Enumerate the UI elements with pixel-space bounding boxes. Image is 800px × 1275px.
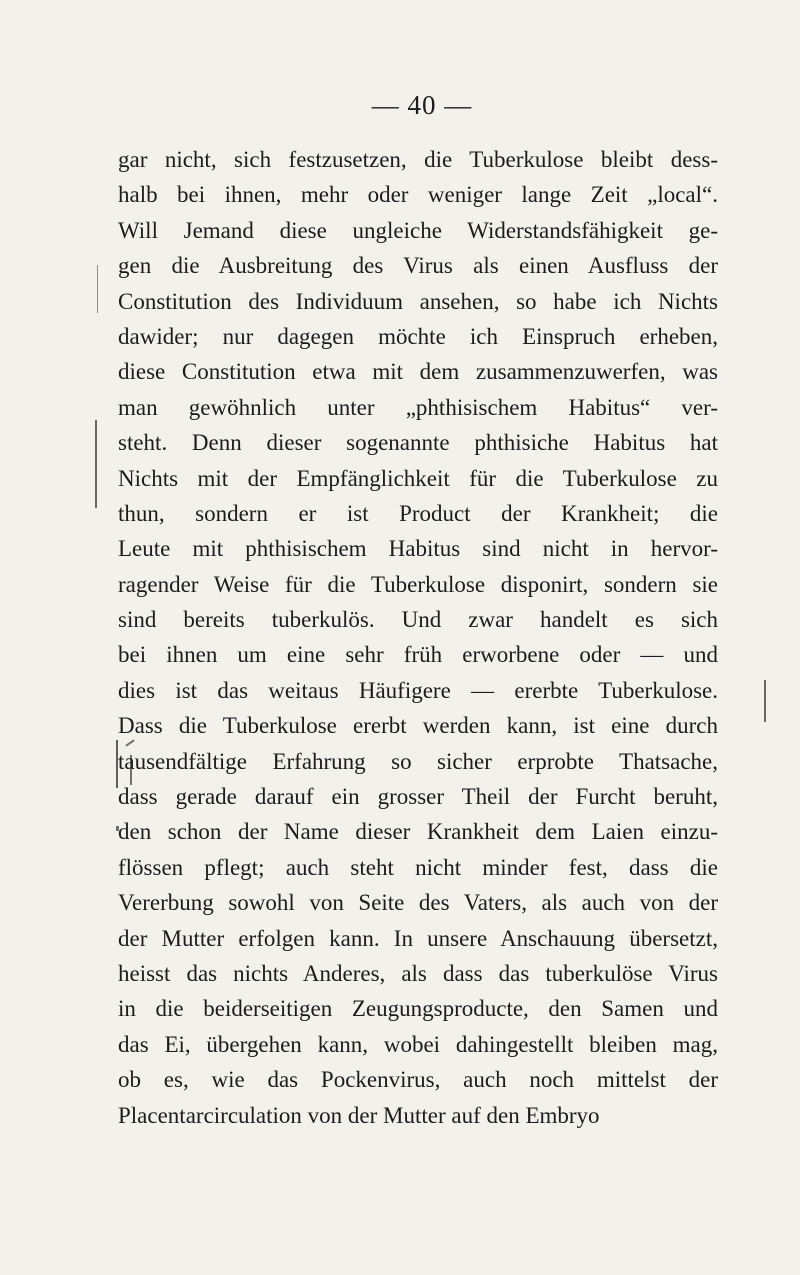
text-line: halb bei ihnen, mehr oder weniger lange Zeit „local“. [118, 182, 718, 208]
text-line: Dass die Tuberkulose ererbt werden kann, ist eine durch [118, 713, 718, 739]
text-line: gar nicht, sich festzusetzen, die Tuberkulose bleibt dess- [118, 147, 718, 172]
text-line: sind bereits tuberkulös. Und zwar handelt es sich [118, 607, 718, 633]
text-line: dass gerade darauf ein grosser Theil der Furcht beruht, [118, 784, 718, 810]
text-line: in die beiderseitigen Zeugungsproducte, den Samen und [118, 996, 718, 1022]
margin-mark-left-2 [95, 420, 97, 508]
text-line: man gewöhnlich unter „phthisischem Habitus“ ver- [118, 394, 718, 420]
text-line: dawider; nur dagegen möchte ich Einspruch erheben, [118, 323, 718, 349]
text-line: bei ihnen um eine sehr früh erworbene oder — und [118, 642, 718, 668]
text-line: heisst das nichts Anderes, als dass das tuberkulöse Virus [118, 960, 718, 986]
text-line: ragender Weise für die Tuberkulose disponirt, sondern sie [118, 571, 718, 597]
body-text [118, 142, 718, 1133]
text-line: dies ist das weitaus Häufigere — ererbte Tuberkulose. [118, 677, 718, 703]
text-line: tausendfältige Erfahrung so sicher erprobte Thatsache, [118, 748, 718, 774]
text-line: diese Constitution etwa mit dem zusammenzuwerfen, was [118, 359, 718, 385]
text-line: der Mutter erfolgen kann. In unsere Anschauung übersetzt, [118, 925, 718, 951]
text-line: Leute mit phthisischem Habitus sind nicht in hervor- [118, 536, 718, 562]
text-line: steht. Denn dieser sogenannte phthisiche Habitus hat [118, 430, 718, 456]
text-line: thun, sondern er ist Product der Krankheit; die [118, 500, 718, 526]
text-line: flössen pflegt; auch steht nicht minder fest, dass die [118, 854, 718, 880]
text-line: Vererbung sowohl von Seite des Vaters, als auch von der [118, 890, 718, 916]
text-line: gen die Ausbreitung des Virus als einen Ausfluss der [118, 253, 718, 279]
text-line: Constitution des Individuum ansehen, so habe ich Nichts [118, 288, 718, 314]
text-line: ob es, wie das Pockenvirus, auch noch mittelst der [118, 1067, 718, 1093]
text-line: Will Jemand diese ungleiche Widerstandsfähigkeit ge- [118, 217, 718, 243]
text-line: Placentarcirculation von der Mutter auf den Embryo [118, 1102, 600, 1128]
margin-mark-right-1 [764, 680, 766, 722]
text-line: den schon der Name dieser Krankheit dem Laien einzu- [118, 819, 718, 845]
page-number: — 40 — [371, 90, 473, 120]
margin-mark-left-1 [97, 265, 98, 313]
text-line: Nichts mit der Empfänglichkeit für die Tuberkulose zu [118, 465, 718, 491]
text-line: das Ei, übergehen kann, wobei dahingestellt bleiben mag, [118, 1031, 718, 1057]
